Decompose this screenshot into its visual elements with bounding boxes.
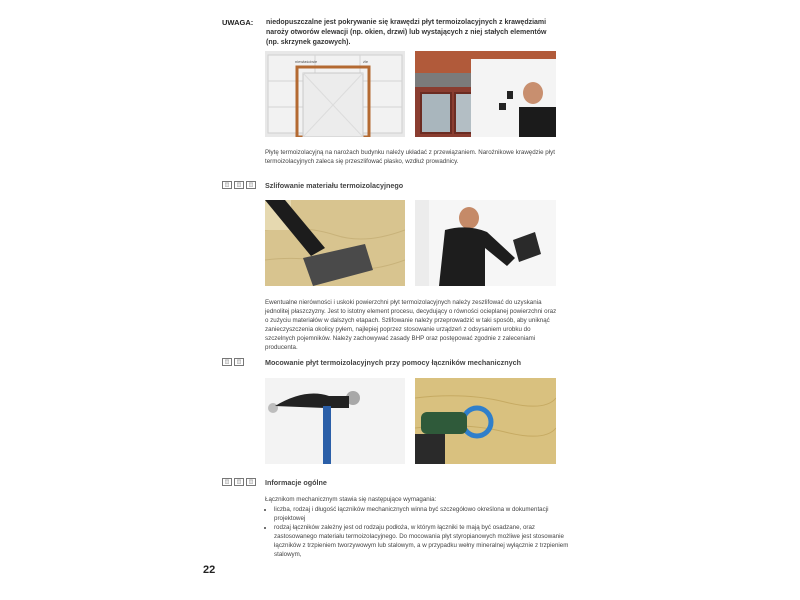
tool-icon: ◫ bbox=[234, 358, 244, 366]
caption-corners: Płytę termoizolacyjną na narożach budynku należy układać z przewiązaniem. Narożnikowe krawędzie płyt termoizolacyjnych zaleca się przeszlifować płasko, wzdłuż prowadnicy. bbox=[265, 149, 555, 165]
section-grinding-title: Szlifowanie materiału termoizolacyjnego bbox=[265, 181, 404, 190]
photo-worker-sanding bbox=[415, 200, 556, 286]
photo-drill-anchor bbox=[415, 378, 556, 464]
worker-sanding-illustration bbox=[415, 200, 556, 286]
diagram-label-left: niewłaściwie bbox=[295, 59, 318, 64]
photo-hammer-anchor bbox=[265, 378, 405, 464]
section-info-icons bbox=[222, 478, 256, 486]
hammer-illustration bbox=[265, 378, 405, 464]
tool-icon: ◫ bbox=[222, 478, 232, 486]
tool-icon: ◫ bbox=[234, 181, 244, 189]
section-grinding-icons bbox=[222, 181, 256, 189]
drill-illustration bbox=[415, 378, 556, 464]
wall-diagram-illustration bbox=[265, 51, 405, 137]
worker-placing-board-illustration bbox=[415, 51, 556, 137]
section-info-intro: Łącznikom mechanicznym stawia się następujące wymagania: bbox=[265, 496, 437, 503]
list-item: • rodzaj łączników zależny jest od rodzaju podłoża, w którym łączniki te mają być osadzane, oraz zastosowanego materiału termoizolacyjnego. Do mocowania płyt styropianowych możliwe jest stosowanie łączników z trzpieniem tworzywowym lub stalowym, a w przypadku wełny mineralnej wyłącznie z trzpieniem stalowym, bbox=[274, 523, 569, 559]
warning-label: UWAGA: bbox=[222, 18, 254, 27]
list-item: • liczba, rodzaj i długość łączników mechanicznych winna być szczegółowo określona w dokumentacji projektowej bbox=[274, 505, 569, 523]
sanding-float-illustration bbox=[265, 200, 405, 286]
tool-icon: ◫ bbox=[246, 181, 256, 189]
tool-icon: ◫ bbox=[234, 478, 244, 486]
section-anchoring-icons bbox=[222, 358, 244, 366]
photo-sanding-float bbox=[265, 200, 405, 286]
photo-worker-placing-board bbox=[415, 51, 556, 137]
section-grinding-text: Ewentualne nierówności i uskoki powierzchni płyt termoizolacyjnych należy zeszlifować do uzyskania jednolitej płaszczyzny. Jest to istotny element procesu, decydujący o równości ocieplanej powierzchni oraz o zużyciu materiałów w dalszych etapach. Szlifowanie należy przeprowadzić w taki sposób, aby uniknąć zanieczyszczenia okolicy pyłem, najlepiej poprzez stosowanie urządzeń z odsysaniem urobku do szczelnych pojemników. Należy zachowywać zasady BHP oraz postępować zgodnie z zaleceniami producenta. bbox=[265, 299, 557, 351]
tool-icon: ◫ bbox=[222, 181, 232, 189]
section-info-title: Informacje ogólne bbox=[265, 478, 327, 487]
diagram-label-right: źle bbox=[363, 59, 369, 64]
requirements-list bbox=[262, 505, 569, 559]
warning-text: niedopuszczalne jest pokrywanie się krawędzi płyt termoizolacyjnych z krawędziami naroży otworów elewacji (np. okien, drzwi) lub wystających z niej stałych elementów (np. skrzynek gazowych). bbox=[266, 19, 547, 46]
tool-icon: ◫ bbox=[222, 358, 232, 366]
tool-icon: ◫ bbox=[246, 478, 256, 486]
section-anchoring-title: Mocowanie płyt termoizolacyjnych przy pomocy łączników mechanicznych bbox=[265, 358, 522, 367]
page-number: 22 bbox=[203, 564, 216, 576]
photo-wall-diagram bbox=[265, 51, 405, 137]
